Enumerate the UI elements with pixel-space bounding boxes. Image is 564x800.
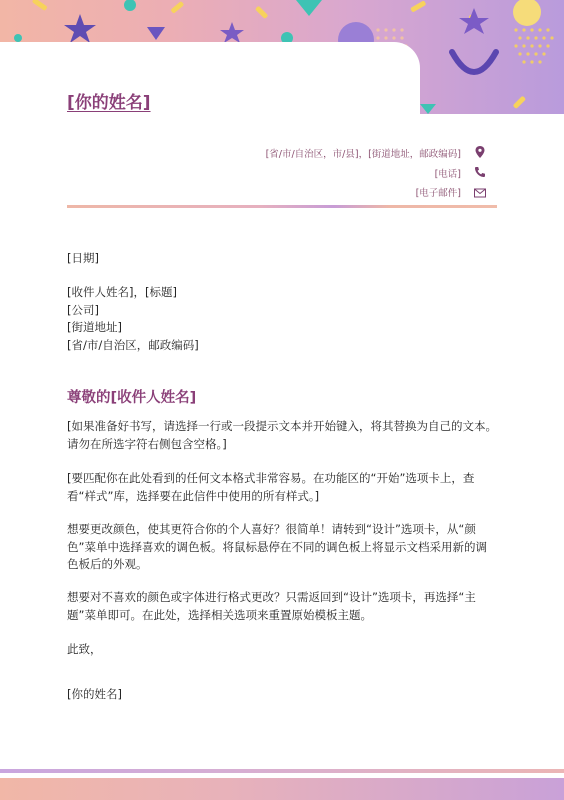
recipient-name-title[interactable]: [收件人姓名]，[标题] xyxy=(67,285,177,299)
paragraph-1[interactable]: [如果准备好书写，请选择一行或一段提示文本并开始键入，将其替换为自己的文本。请勿在所选字符右侧包含空格。] xyxy=(67,419,497,451)
location-pin-icon xyxy=(473,145,487,159)
date[interactable]: [日期] xyxy=(67,251,99,265)
email-line[interactable]: [电子邮件] xyxy=(415,188,461,199)
phone-line[interactable]: [电话] xyxy=(434,169,461,180)
recipient-region[interactable]: [省/市/自治区，邮政编码] xyxy=(67,337,199,352)
decorative-footer-band xyxy=(0,778,564,800)
sender-name[interactable]: [你的姓名] xyxy=(67,93,151,113)
recipient-street[interactable]: [街道地址] xyxy=(67,320,122,334)
paragraph-2[interactable]: [要匹配你在此处看到的任何文本格式非常容易。在功能区的“开始”选项卡上，查看“样式”库，选择要在此信件中使用的所有样式。] xyxy=(67,471,475,503)
signature-name[interactable]: [你的姓名] xyxy=(67,687,122,701)
paragraph-3[interactable]: 想要更改颜色，使其更符合你的个人喜好？很简单！请转到“设计”选项卡，从“颜色”菜单中选择喜欢的调色板。将鼠标悬停在不同的调色板上将显示文档采用新的调色板后的外观。 xyxy=(67,522,487,571)
phone-icon xyxy=(473,165,487,179)
salutation[interactable]: 尊敬的[收件人姓名] xyxy=(67,390,197,406)
paragraph-4[interactable]: 想要对不喜欢的颜色或字体进行格式更改？只需返回到“设计”选项卡，再选择“主题”菜单即可。在此处，选择相关选项来重置原始模板主题。 xyxy=(67,590,476,622)
header-divider xyxy=(67,205,497,208)
recipient-company[interactable]: [公司] xyxy=(67,302,99,317)
address-line[interactable]: [省/市/自治区，市/县]，[街道地址，邮政编码] xyxy=(265,149,461,160)
footer-divider xyxy=(0,769,564,773)
closing[interactable]: 此致， xyxy=(67,642,102,656)
recipient-block xyxy=(67,284,497,354)
header-card xyxy=(0,42,420,202)
envelope-icon xyxy=(473,186,487,200)
